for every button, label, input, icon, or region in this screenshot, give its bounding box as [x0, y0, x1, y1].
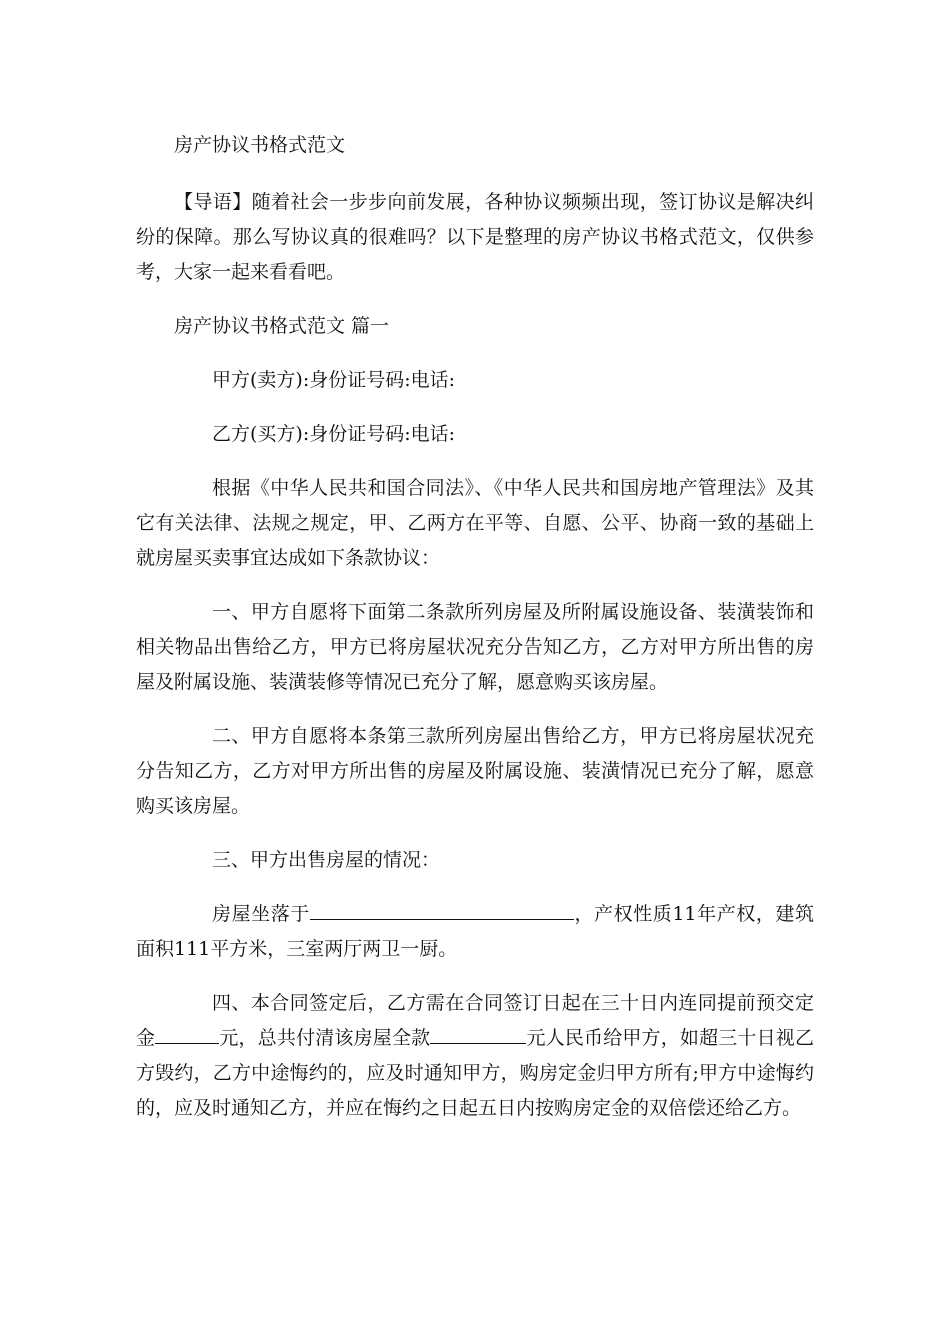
deposit-blank: [155, 1021, 219, 1044]
clause-2: 二、甲方自愿将本条第三款所列房屋出售给乙方，甲方已将房屋状况充分告知乙方，乙方对甲方所出售的房屋及附属设施、装潢情况已充分了解，愿意购买该房屋。: [136, 725, 814, 817]
party-b-line: 乙方(买方):身份证号码:电话:: [212, 423, 456, 445]
party-a-line: 甲方(卖方):身份证号码:电话:: [212, 369, 456, 391]
clause-1: 一、甲方自愿将下面第二条款所列房屋及所附属设施设备、装潢装饰和相关物品出售给乙方，甲方已将房屋状况充分告知乙方，乙方对甲方所出售的房屋及附属设施、装潢装修等情况已充分了解，愿意购买该房屋。: [136, 601, 814, 693]
clause-4-part-3: 元人民币给甲方，如超三十日视乙方毁约，乙方中途悔约的，应及时通知甲方，购房定金归甲方所有;甲方中途悔约的，应及时通知乙方，并应在悔约之日起五日内按购房定金的双倍偿还给乙方。: [136, 1027, 814, 1119]
clause-4: [136, 986, 814, 1126]
location-suffix: ，产权性质11年产权，建筑面积111平方米，三室两厅两卫一厨。: [136, 903, 814, 960]
document-title: 房产协议书格式范文: [174, 134, 346, 156]
clause-4-part-1: 四、本合同签定后，乙方需在合同签订日起在三十日内连同提前预交定金: [136, 992, 814, 1049]
clause-3: 三、甲方出售房屋的情况：: [212, 849, 441, 871]
intro-paragraph: 【导语】随着社会一步步向前发展，各种协议频频出现，签订协议是解决纠纷的保障。那么写协议真的很难吗？以下是整理的房产协议书格式范文，仅供参考，大家一起来看看吧。: [136, 191, 814, 283]
document-page: [136, 128, 814, 1145]
preamble-paragraph: 根据《中华人民共和国合同法》、《中华人民共和国房地产管理法》及其它有关法律、法规之规定，甲、乙两方在平等、自愿、公平、协商一致的基础上就房屋买卖事宜达成如下条款协议：: [136, 477, 814, 569]
location-prefix: 房屋坐落于: [212, 903, 310, 925]
full-payment-blank: [430, 1021, 526, 1044]
clause-4-part-2: 元，总共付清该房屋全款: [219, 1027, 431, 1049]
section-title: 房产协议书格式范文 篇一: [174, 315, 390, 337]
property-location: [136, 897, 814, 967]
location-blank: [310, 897, 574, 920]
